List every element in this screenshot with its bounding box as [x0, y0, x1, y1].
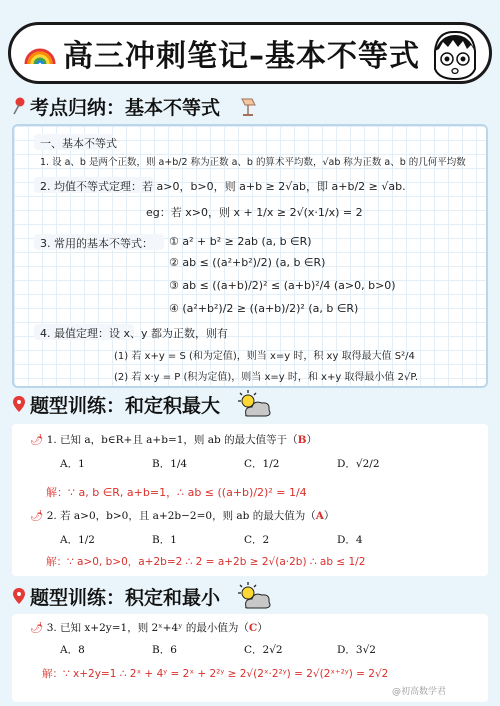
answer-letter: A: [315, 510, 324, 522]
watermark: @初高数学君: [392, 687, 447, 697]
option-d: D．4: [337, 534, 363, 546]
formula-2: ② ab ≤ ((a²+b²)/2) (a, b ∈R): [169, 256, 326, 269]
notes-example: eg：若 x>0，则 x + 1/x ≥ 2√(x·1/x) = 2: [146, 206, 363, 219]
question-stem: 1. 已知 a，b∈R+且 a+b=1，则 ab 的最大值等于（: [46, 434, 298, 446]
page-title: 高三冲刺笔记–基本不等式: [63, 39, 420, 74]
option-c: C．2: [244, 534, 270, 546]
notes-heading-4: 4. 最值定理：设 x、y 都为正数，则有: [40, 327, 229, 340]
option-b: B．1: [152, 534, 177, 546]
section-title: 题型训练：积定和最小: [30, 586, 221, 609]
question-2: [30, 508, 334, 523]
sun-cloud-icon: [236, 581, 272, 611]
rainbow-icon: [23, 40, 57, 66]
maxmin-rule-1: (1) 若 x+y = S (和为定值)，则当 x=y 时，积 xy 取得最大值 S²/4: [114, 351, 415, 362]
option-a: A．1/2: [60, 534, 95, 546]
question-3: [30, 620, 268, 635]
section-heading-1: [12, 92, 260, 120]
location-pin-icon: [12, 395, 26, 413]
notes-heading-2: 2. 均值不等式定理：若 a>0，b>0，则 a+b ≥ 2√ab，即 a+b/2 ≥ √ab.: [40, 180, 406, 193]
solution-3: 解：∵ x+2y=1 ∴ 2ˣ + 4ʸ = 2ˣ + 2²ʸ ≥ 2√(2ˣ·2²ʸ) = 2√(2ˣ⁺²ʸ) = 2√2: [42, 668, 389, 680]
title-bar: [8, 22, 492, 84]
pushpin-icon: [12, 97, 26, 115]
question-stem: 3. 已知 x+2y=1，则 2ˣ+4ʸ 的最小值为（: [46, 622, 249, 634]
section-heading-3: [12, 582, 272, 610]
option-b: B．1/4: [152, 458, 188, 470]
option-b: B．6: [152, 644, 177, 656]
pepper-icon: 🌶: [30, 622, 44, 634]
solution-1: 解：∵ a, b ∈R, a+b=1，∴ ab ≤ ((a+b)/2)² = 1/4: [46, 486, 307, 499]
answer-letter: C: [248, 622, 258, 634]
sun-cloud-icon: [236, 389, 272, 419]
notes-panel: [12, 124, 488, 388]
exercise-panel-2: [12, 614, 488, 702]
notes-line-1: 1. 设 a、b 是两个正数，则 a+b/2 称为正数 a、b 的算术平均数，√ab 称为正数 a、b 的几何平均数: [40, 157, 466, 168]
question-close: ）: [306, 434, 317, 446]
option-a: A．1: [60, 458, 85, 470]
answer-letter: B: [297, 434, 307, 446]
option-d: D．√2/2: [337, 458, 380, 470]
location-pin-icon: [12, 587, 26, 605]
question-close: ）: [257, 622, 268, 634]
question-1: [30, 432, 317, 447]
formula-4: ④ (a²+b²)/2 ≥ ((a+b)/2)² (a, b ∈R): [169, 302, 359, 315]
pepper-icon: 🌶: [30, 434, 44, 446]
lamp-icon: [238, 95, 260, 117]
option-c: C．2√2: [244, 644, 283, 656]
section-title: 考点归纳：基本不等式: [30, 96, 221, 119]
cartoon-face-icon: [431, 29, 479, 81]
formula-1: ① a² + b² ≥ 2ab (a, b ∈R): [169, 235, 312, 248]
notes-heading-3: 3. 常用的基本不等式：: [40, 237, 153, 250]
pepper-icon: 🌶: [30, 510, 44, 522]
exercise-panel-1: [12, 424, 488, 576]
option-d: D．3√2: [337, 644, 376, 656]
question-stem: 2. 若 a>0，b>0，且 a+2b−2=0，则 ab 的最大值为（: [46, 510, 316, 522]
option-a: A．8: [60, 644, 85, 656]
question-close: ）: [323, 510, 335, 522]
notes-heading-1: 一、基本不等式: [40, 137, 117, 150]
option-c: C．1/2: [244, 458, 280, 470]
formula-3: ③ ab ≤ ((a+b)/2)² ≤ (a+b)²/4 (a>0, b>0): [169, 279, 396, 292]
solution-2: 解：∵ a>0, b>0，a+2b=2 ∴ 2 = a+2b ≥ 2√(a·2b) ∴ ab ≤ 1/2: [46, 556, 366, 568]
maxmin-rule-2: (2) 若 x·y = P (积为定值)，则当 x=y 时，和 x+y 取得最小值 2√P.: [114, 372, 418, 383]
section-heading-2: [12, 390, 272, 418]
section-title: 题型训练：和定积最大: [30, 394, 221, 417]
